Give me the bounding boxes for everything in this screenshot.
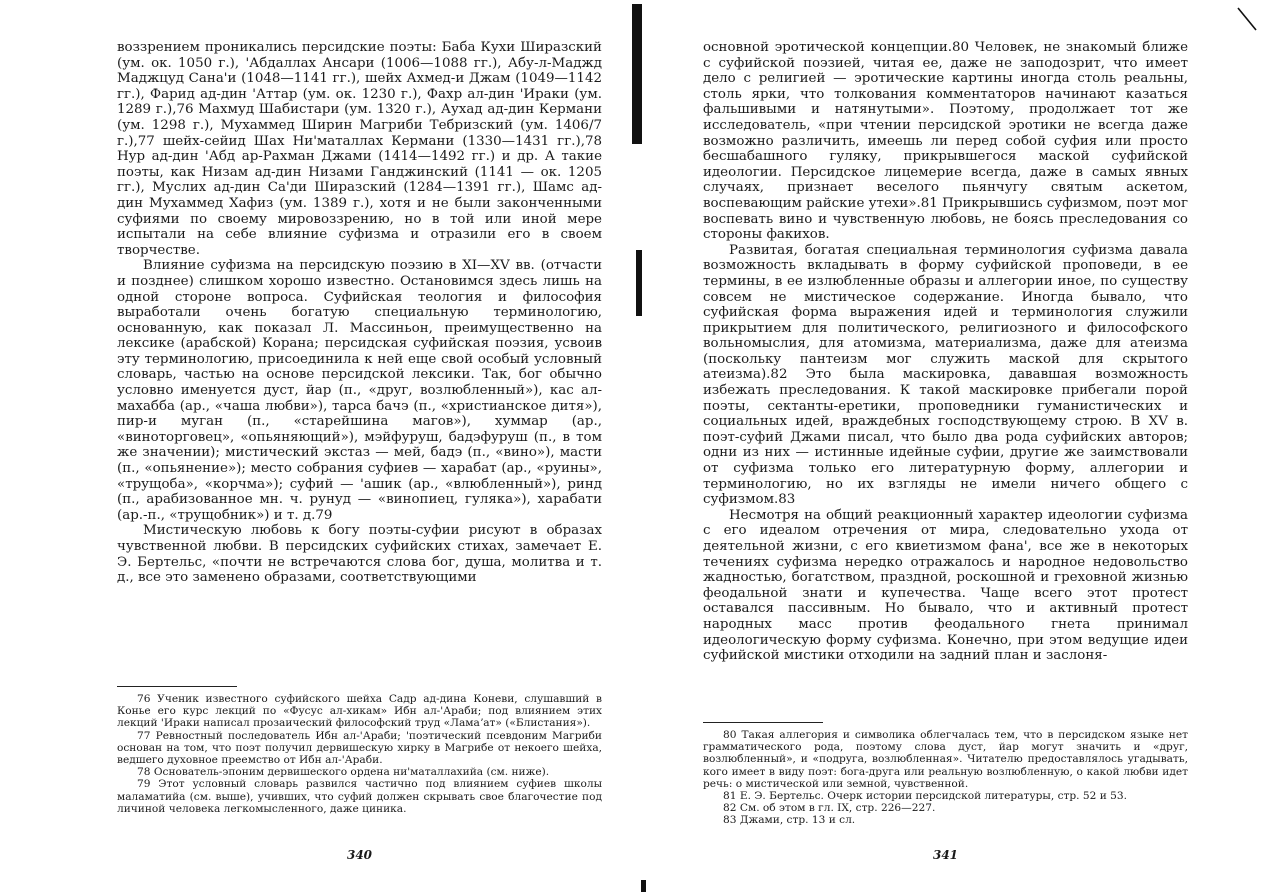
paragraph: воззрением проникались персидские поэты: Баба Кухи Ширазский (ум. ок. 1050 г.), 'Абдаллах Ансари (1006—1088 гг.), Абу-л-Маджд Маджцуд Сана'и (1048—1141 гг.), шейх Ахмед-и Джам (1049—1142 гг.), Фарид ад-дин 'Аттар (ум. ок. 1230 г.), Фахр ал-дин 'Ираки (ум. 1289 г.),76 Махмуд Шабистари (ум. 1320 г.), Аухад ад-дин Кермани (ум. 1298 г.), Мухаммед Ширин Магриби Тебризский (ум. 1406/7 г.),77 шейх-сейид Шах Ни'маталлах Кермани (1330—1431 гг.),78 Нур ад-дин 'Абд ар-Рахман Джами (1414—1492 гг.) и др. А такие поэты, как Низам ад-дин Низами Ганджинский (1141 — ок. 1205 гг.), Муслих ад-дин Са'ди Ширазский (1284—1391 гг.), Шамс ад-дин Мухаммед Хафиз (ум. 1389 г.), хотя и не были законченными суфиями по своему мировоззрению, но в той или иной мере испытали на себе влияние суфизма и отразили его в своем творчестве.	[117, 40, 602, 258]
paragraph: Развитая, богатая специальная терминология суфизма давала возможность вкладывать в форму суфийской проповеди, в ее термины, в ее излюбленные образы и аллегории иное, по существу совсем не мистическое содержание. Иногда бывало, что суфийская форма выражения идей и терминология служили прикрытием для политического, религиозного и философского вольномыслия, для атомизма, материализма, даже для атеизма (поскольку пантеизм мог служить маской для скрытого атеизма).82 Это была маскировка, дававшая возможность избежать преследования. К такой маскировке прибегали порой поэты, сектанты-еретики, проповедники гуманистических и социальных идей, враждебных господствующему строю. В XV в. поэт-суфий Джами писал, что было два рода суфийских авторов; одни из них — истинные идейные суфии, другие же заимствовали от суфизма только его литературную форму, аллегории и терминологию, но их взгляды не имели ничего общего с суфизмом.83	[703, 242, 1188, 508]
left-page	[117, 40, 602, 862]
footnote-divider	[117, 686, 237, 687]
corner-scan-mark	[1236, 6, 1258, 32]
paragraph: Влияние суфизма на персидскую поэзию в XI—XV вв. (отчасти и позднее) слишком хорошо известно. Остановимся здесь лишь на одной стороне вопроса. Суфийская теология и философия выработали очень богатую специальную терминологию, основанную, как показал Л. Массиньон, преимущественно на лексике (арабской) Корана; персидская суфийская поэзия, усвоив эту терминологию, присоединила к ней еще свой особый условный словарь, частью на основе персидской лексики. Так, бог обычно условно именуется дуст, йар (п., «друг, возлюбленный»), кас ал-махабба (ар., «чаша любви»), тарса бачэ (п., «христианское дитя»), пир-и муган (п., «старейшина магов»), хуммар (ар., «виноторговец», «опьяняющий»), мэйфуруш, бадэфуруш (п., в том же значении); мистический экстаз — мей, бадэ (п., «вино»), масти (п., «опьянение»); место собрания суфиев — харабат (ар., «руины», «трущоба», «корчма»); суфий — 'ашик (ар., «влюбленный»), ринд (п., арабизованное мн. ч. рунуд — «винопиец, гуляка»), харабати (ар.-п., «трущобник») и т. д.79	[117, 258, 602, 523]
paragraph: Несмотря на общий реакционный характер идеологии суфизма с его идеалом отречения от мира, следовательно ухода от деятельной жизни, с его квиетизмом фана', все же в некоторых течениях суфизма нередко отражалось и народное недовольство жадностью, богатством, праздной, роскошной и греховной жизнью феодальной знати и купечества. Чаще всего этот протест оставался пассивным. Но бывало, что и активный протест народных масс против феодального гнета принимал идеологическую форму суфизма. Конечно, при этом ведущие идеи суфийской мистики отходили на задний план и заслоня-	[703, 507, 1188, 664]
left-page-body	[117, 40, 602, 586]
paragraph: Мистическую любовь к богу поэты-суфии рисуют в образах чувственной любви. В персидских суфийских стихах, замечает Е. Э. Бертельс, «почти не встречаются слова бог, душа, молитва и т. д., все это заменено образами, соответствующими	[117, 523, 602, 586]
footnote: 80 Такая аллегория и символика облегчалась тем, что в персидском языке нет грамматического рода, поэтому слова дуст, йар могут значить и «друг, возлюбленный», и «подруга, возлюбленная». Читателю предоставлялось угадывать, кого имеет в виду поэт: бога-друга или реальную возлюбленную, о какой любви идет речь: о мистической или земной, чувственной.	[703, 729, 1188, 790]
footnote: 82 См. об этом в гл. IX, стр. 226—227.	[723, 802, 936, 815]
right-footnotes	[703, 722, 1188, 827]
right-page	[703, 40, 1188, 862]
gutter-scan-mark	[636, 250, 642, 316]
footnote: 79 Этот условный словарь развился частично под влиянием суфиев школы маламатийа (см. выше), учивших, что суфий должен скрывать свое благочестие под личиной человека легкомысленного, даже циника.	[117, 778, 602, 815]
footnote: 77 Ревностный последователь Ибн ал-'Араби; 'поэтический псевдоним Магриби основан на том, что поэт получил дервишескую хирку в Магрибе от некоего шейха, ведшего духовное преемство от Ибн ал-'Араби.	[117, 729, 602, 767]
gutter-scan-mark	[632, 4, 642, 144]
footnote: 78 Основатель-эпоним дервишеского ордена ни'маталлахийа (см. ниже).	[137, 766, 550, 779]
paragraph: основной эротической концепции.80 Человек, не знакомый ближе с суфийской поэзией, читая ее, даже не заподозрит, что имеет дело с религией — эротические картины иногда столь реальны, столь ярки, что толкования комментаторов начинают казаться фальшивыми и натянутыми». Поэтому, продолжает тот же исследователь, «при чтении персидской эротики не всегда даже возможно различить, имеешь ли перед собой суфия или просто бесшабашного гуляку, прикрывшегося маской суфийской идеологии. Персидское лицемерие всегда, даже в самых явных случаях, признает веселого пьянчугу святым аскетом, воспевающим райские утехи».81 Прикрывшись суфизмом, поэт мог воспевать вино и чувственную любовь, не боясь преследования со стороны факихов.	[703, 40, 1188, 243]
page-number: 340	[346, 848, 373, 862]
page-number: 341	[932, 848, 959, 862]
left-footnotes	[117, 686, 602, 815]
footnote: 76 Ученик известного суфийского шейха Садр ад-дина Коневи, слушавший в Конье его курс лекций по «Фусус ал-хикам» Ибн ал-'Араби; под влиянием этих лекций 'Ираки написал прозаический философский труд «Ламаʼат» («Блистания»).	[117, 693, 602, 730]
gutter-scan-mark	[641, 880, 646, 892]
footnote-divider	[703, 722, 823, 723]
right-page-body	[703, 40, 1188, 664]
footnote: 81 Е. Э. Бертельс. Очерк истории персидской литературы, стр. 52 и 53.	[723, 790, 1128, 803]
footnote: 83 Джами, стр. 13 и сл.	[723, 814, 856, 827]
